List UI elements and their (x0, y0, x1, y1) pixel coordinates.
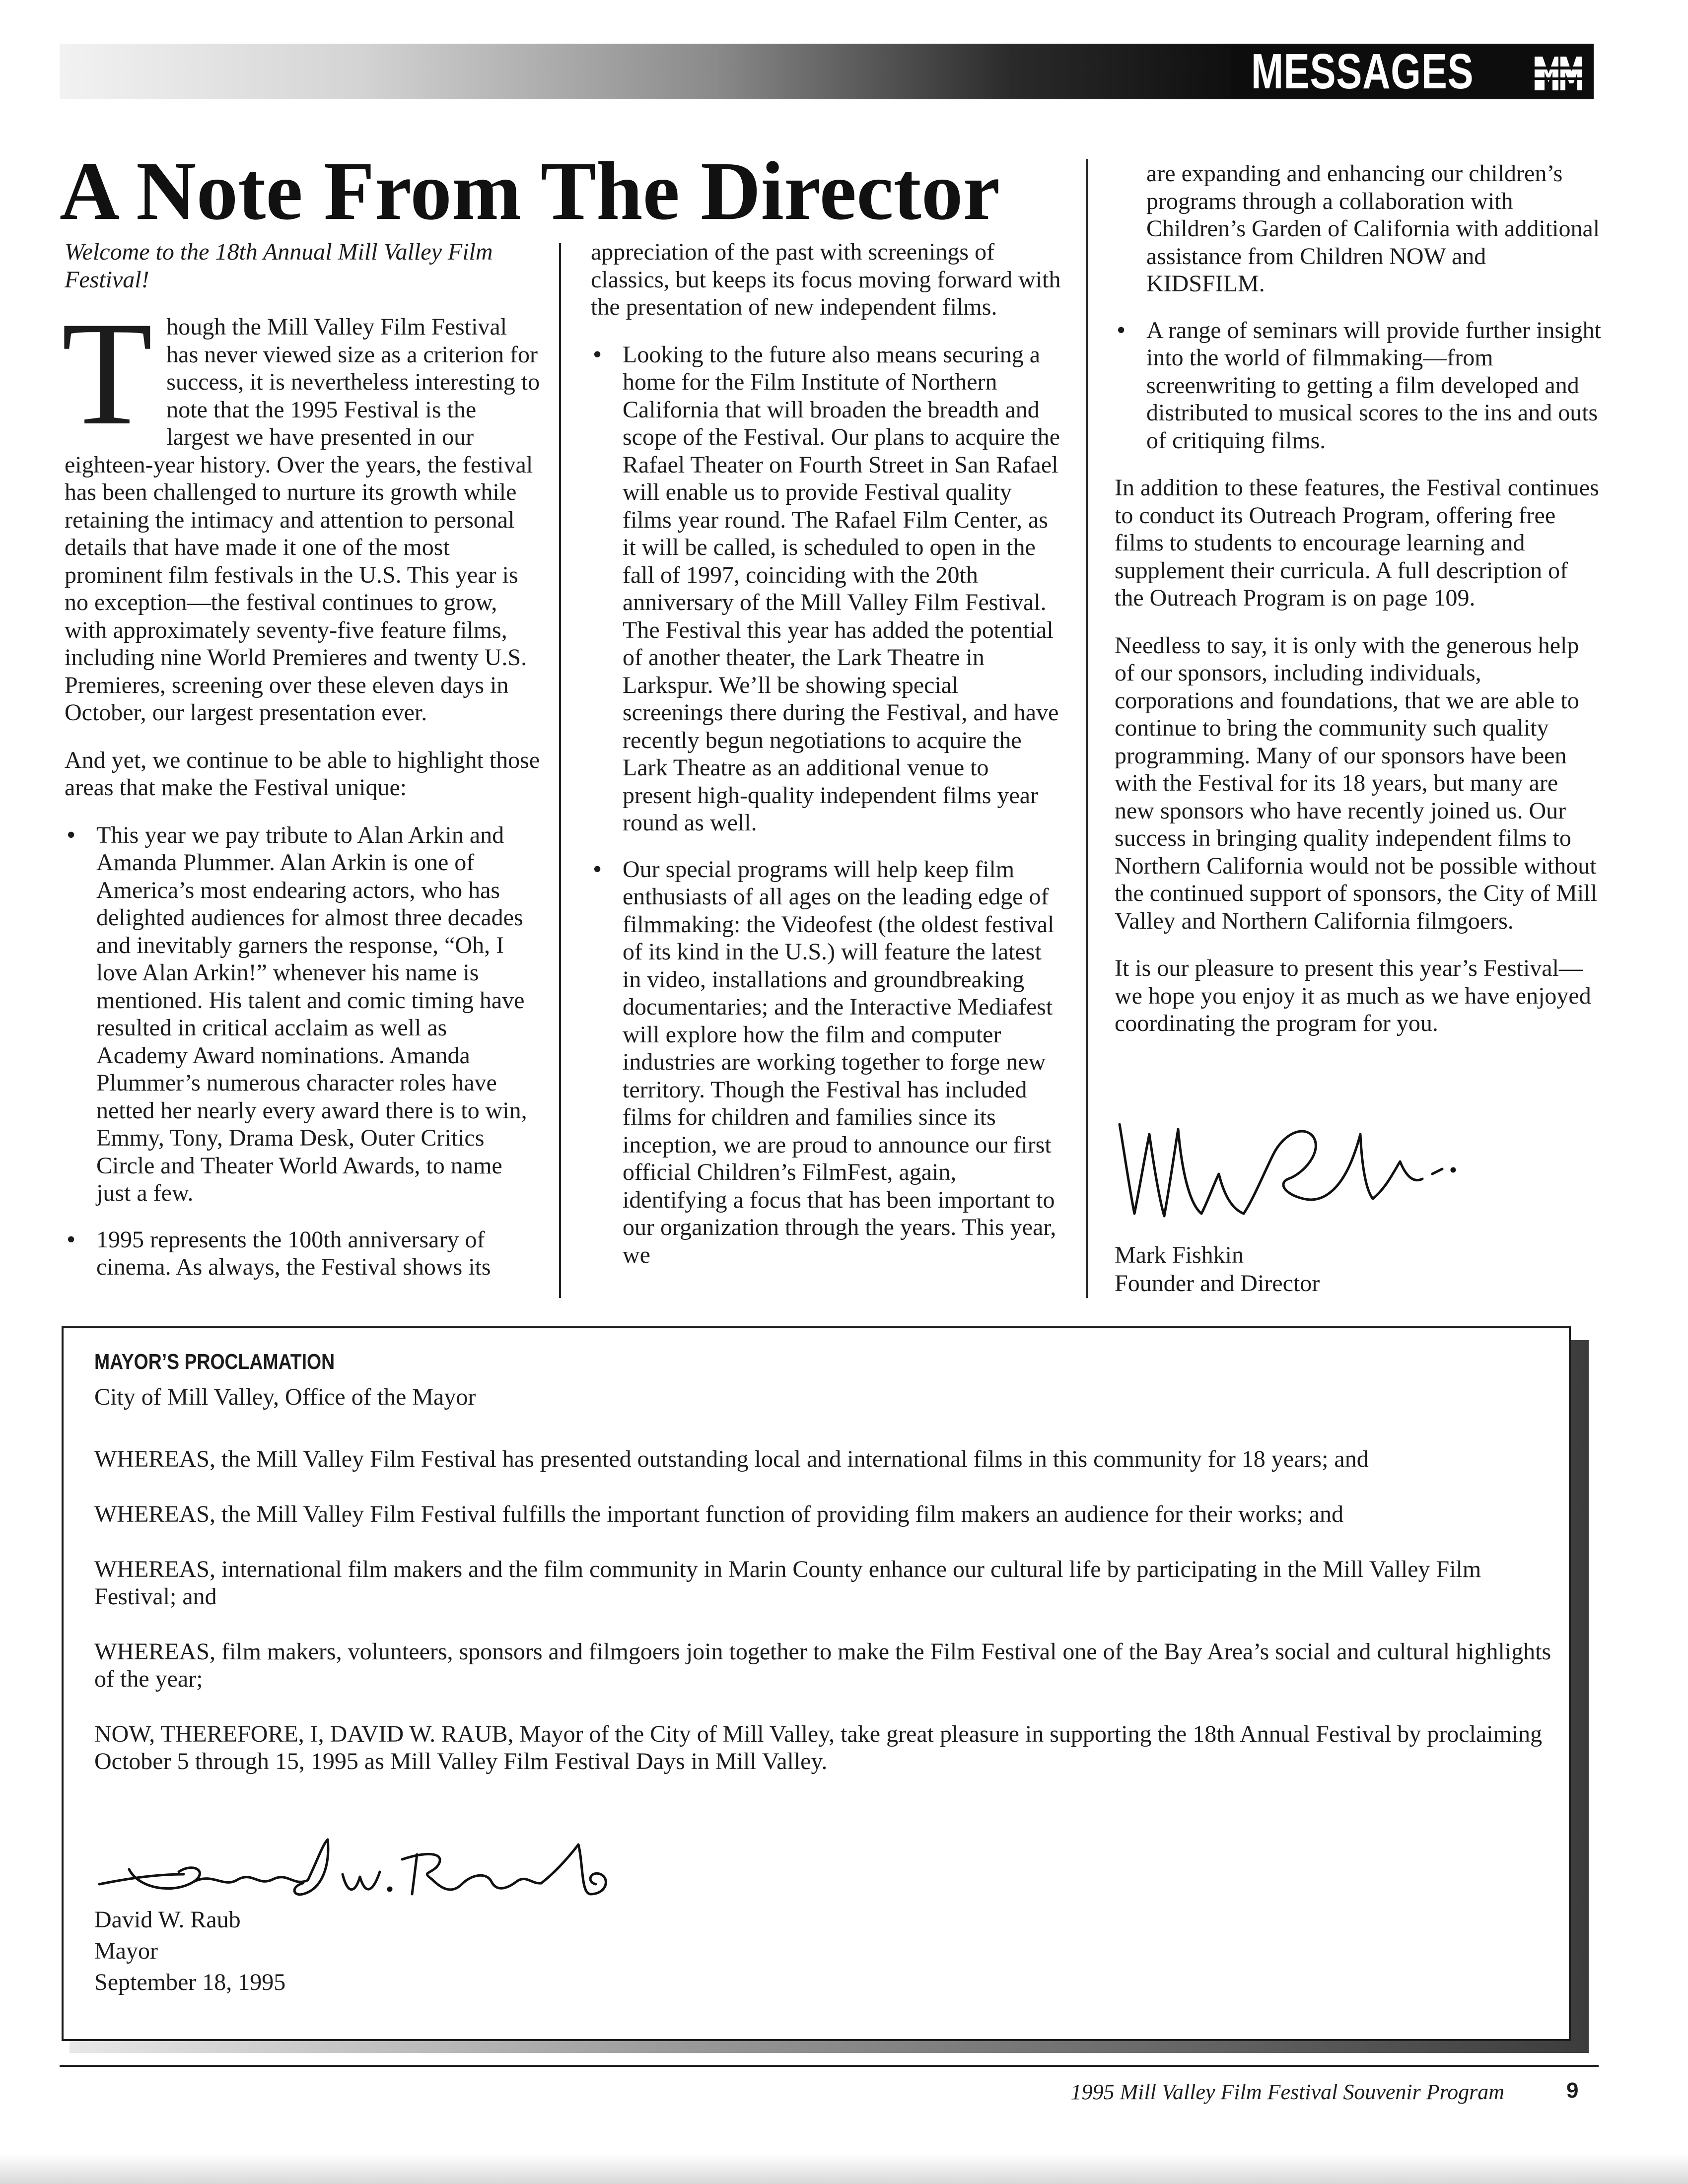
whereas-clause: WHEREAS, the Mill Valley Film Festival has presented outstanding local and international films in this community for 18 years; and (94, 1446, 1369, 1472)
highlight-list (65, 821, 541, 1281)
proclamation-office: City of Mill Valley, Office of the Mayor (94, 1384, 476, 1410)
section-label: MESSAGES (1251, 44, 1474, 99)
whereas-clause: WHEREAS, international film makers and the film community in Marin County enhance our cultural life by participating in the Mill Valley Film Festival; and (94, 1556, 1481, 1610)
therefore-clause: NOW, THEREFORE, I, DAVID W. RAUB, Mayor of the City of Mill Valley, take great pleasure in supporting the 18th Annual Festival by proclaiming October 5 through 15, 1995 as Mill Valley Film Festival Days in Mill Valley. (94, 1721, 1543, 1774)
mayor-title: Mayor (94, 1938, 158, 1964)
fishkin-signature (1115, 1114, 1462, 1233)
publication-name: 1995 Mill Valley Film Festival Souvenir Program (1070, 2080, 1504, 2104)
list-item: • A range of seminars will provide further insight into the world of filmmaking—from screenwriting to getting a film developed and distributed to musical scores to the ins and outs of critiquing films. (1115, 317, 1601, 455)
column-divider (1086, 159, 1088, 1298)
article-column-3 (1115, 160, 1601, 1057)
intro-paragraph (62, 291, 541, 727)
article-column-2 (591, 238, 1062, 1289)
whereas-clause: WHEREAS, the Mill Valley Film Festival fulfills the important function of providing film makers an audience for their works; and (94, 1501, 1343, 1527)
list-item: • 1995 represents the 100th anniversary of cinema. As always, the Festival shows its (65, 1226, 541, 1281)
footer-rule (60, 2065, 1599, 2067)
mayor-name: David W. Raub (94, 1907, 241, 1933)
header-band (60, 44, 1251, 99)
intro-text: hough the Mill Valley Film Festival has never viewed size as a criterion for success, it is nevertheless interesting to note that the 1995 Festival is the largest we have presented in our eighteen-year history. Over the years, the festival has been challenged to nurture its growth while retaining the intimacy and attention to personal details that have made it one of the most prominent film festivals in the U.S. This year is no exception—the festival continues to grow, with approximately seventy-five feature films, including nine World Premieres and twenty U.S. Premieres, screening over these eleven days in October, our largest presentation ever. (65, 314, 540, 726)
proclamation-box (62, 1326, 1571, 2041)
list-item-continued: are expanding and enhancing our children’s programs through a collaboration with Children’s Garden of California with additional assistance from Children NOW and KIDSFILM. (1146, 160, 1600, 297)
proclamation-content (94, 1348, 1554, 1803)
highlight-intro: And yet, we continue to be able to highlight those areas that make the Festival unique: (65, 747, 540, 801)
outreach-paragraph: In addition to these features, the Festival continues to conduct its Outreach Program, offering free films to students to encourage learning and supplement their curricula. A full description of the Outreach Program is on page 109. (1115, 475, 1599, 611)
column-divider (559, 243, 561, 1298)
mayor-signature-block (94, 1904, 285, 1998)
highlight-list (591, 341, 1062, 1269)
page-title: A Note From The Director (60, 145, 1000, 237)
scan-edge (0, 2154, 1688, 2184)
highlight-list (1115, 317, 1601, 455)
sponsors-paragraph: Needless to say, it is only with the generous help of our sponsors, including individuals, corporations and foundations, that we are able to continue to bring the community such quality programming. Many of our sponsors have been with the Festival for its 18 years, but many are new sponsors who have recently joined us. Our success in bringing quality independent films to Northern California would not be possible without the continued support of sponsors, the City of Mill Valley and Northern California filmgoers. (1115, 632, 1597, 934)
drop-cap: T (62, 291, 153, 456)
raub-signature (94, 1825, 640, 1909)
list-item: • Looking to the future also means securing a home for the Film Institute of Northern California that will broaden the breadth and scope of the Festival. Our plans to acquire the Rafael Theater on Fourth Street in San Rafael will enable us to provide Festival quality films year round. The Rafael Film Center, as it will be called, is scheduled to open in the fall of 1997, coinciding with the 20th anniversary of the Mill Valley Film Festival. The Festival this year has added the potential of another theater, the Lark Theatre in Larkspur. We’ll be showing special screenings there during the Festival, and have recently begun negotiations to acquire the Lark Theatre as an additional venue to present high-quality independent films year round as well. (591, 341, 1062, 837)
closing-paragraph: It is our pleasure to present this year’s Festival—we hope you enjoy it as much as we have enjoyed coordinating the program for you. (1115, 955, 1591, 1036)
list-item: • This year we pay tribute to Alan Arkin and Amanda Plummer. Alan Arkin is one of America’s most endearing actors, who has delighted audiences for almost three decades and inevitably garners the response, “Oh, I love Alan Arkin!” whenever his name is mentioned. His talent and comic timing have resulted in critical acclaim as well as Academy Award nominations. Amanda Plummer’s numerous character roles have netted her nearly every award there is to win, Emmy, Tony, Drama Desk, Outer Critics Circle and Theater World Awards, to name just a few. (65, 821, 541, 1207)
whereas-clause: WHEREAS, film makers, volunteers, sponsors and filmgoers join together to make the Film Festival one of the Bay Area’s social and cultural highlights of the year; (94, 1638, 1551, 1692)
proclamation-date: September 18, 1995 (94, 1969, 286, 1995)
list-item: • Our special programs will help keep film enthusiasts of all ages on the leading edge of filmmaking: the Videofest (the oldest festival of its kind in the U.S.) will feature the latest in video, installations and groundbreaking documentaries; and the Interactive Mediafest will explore how the film and computer industries are working together to forge new territory. Though the Festival has included films for children and families since its inception, we are proud to announce our first official Children’s FilmFest, again, identifying a focus that has been important to our organization through the years. This year, we (591, 856, 1062, 1269)
list-item-continued: appreciation of the past with screenings of classics, but keeps its focus moving forward with the presentation of new independent films. (591, 239, 1061, 320)
festival-logo-icon (1532, 52, 1585, 94)
welcome-line: Welcome to the 18th Annual Mill Valley Film Festival! (65, 239, 493, 293)
signer-name: Mark Fishkin (1115, 1242, 1244, 1268)
signer-title: Founder and Director (1115, 1270, 1320, 1297)
proclamation-heading: MAYOR’S PROCLAMATION (94, 1350, 335, 1374)
article-column-1 (62, 238, 541, 1301)
page-number: 9 (1566, 2078, 1579, 2103)
director-signature-block (1115, 1241, 1320, 1297)
